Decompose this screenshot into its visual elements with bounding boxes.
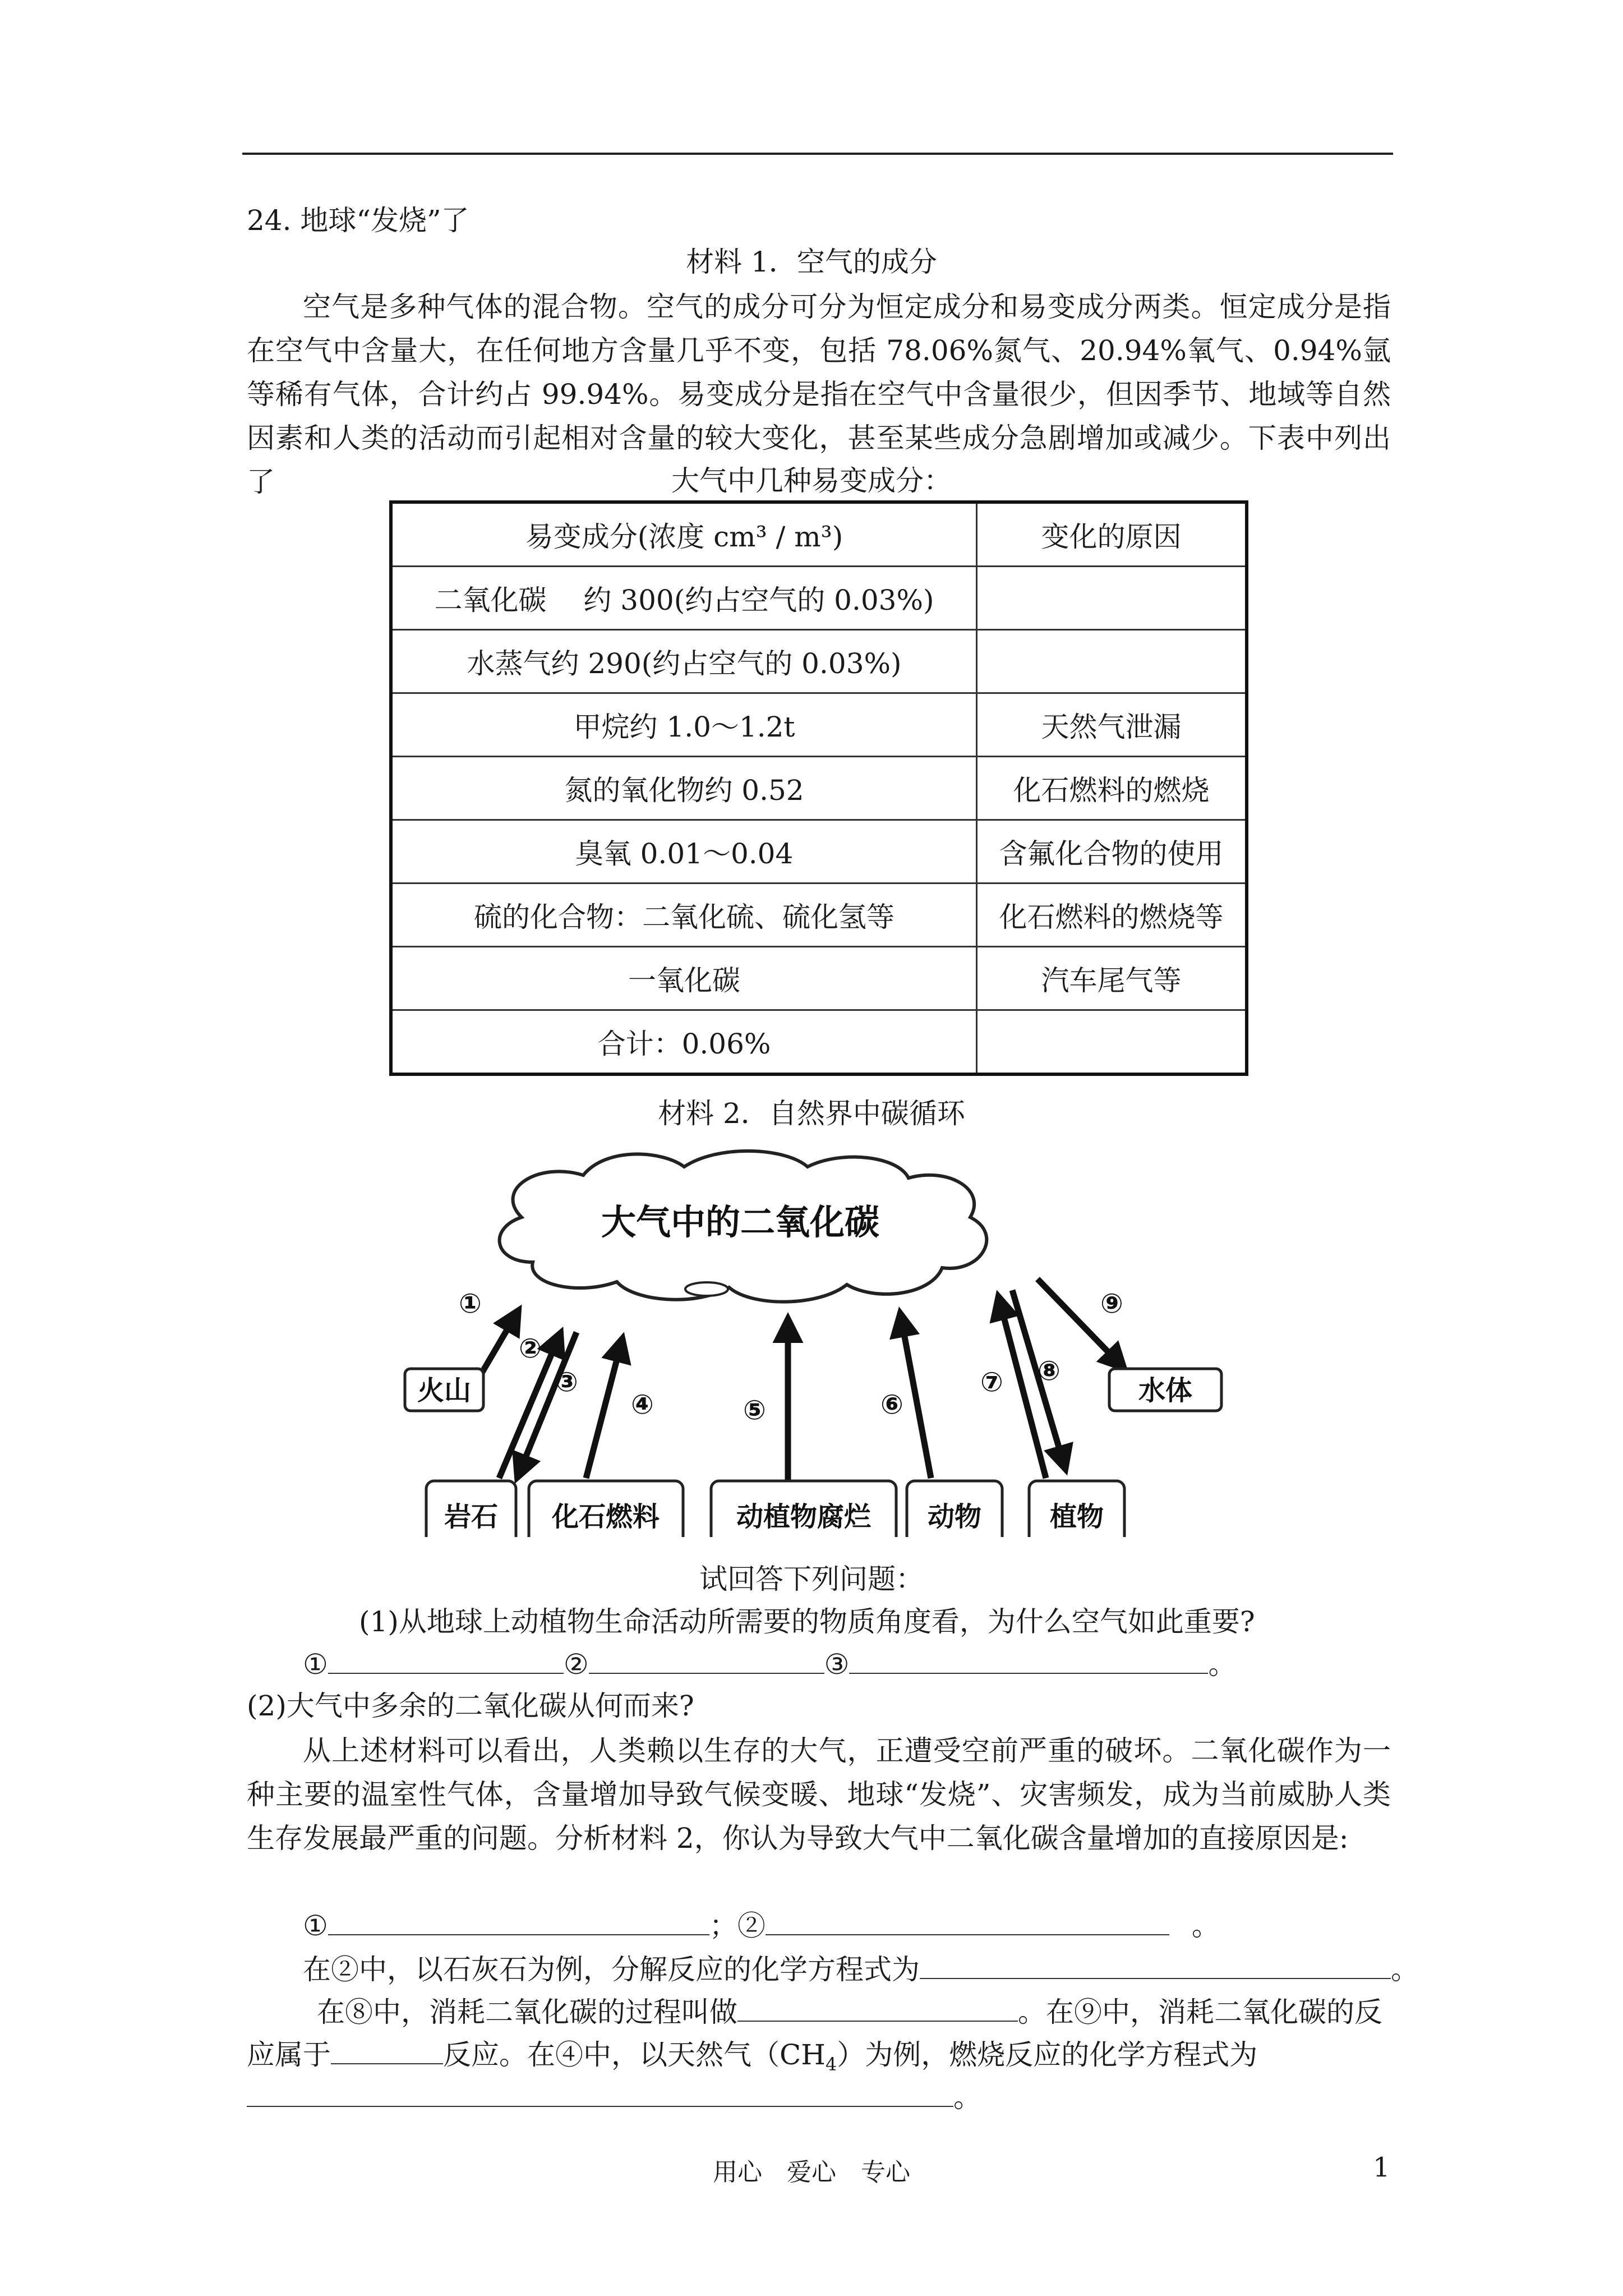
arrow-number-7: ⑦ [980,1366,1003,1398]
table-cell: 化石燃料的燃烧 [977,757,1247,820]
question-title: 24. 地球“发烧”了 [247,204,469,237]
table-cell: 天然气泄漏 [977,693,1247,757]
decay-label: 动植物腐烂 [736,1501,872,1533]
answer-blank-3[interactable] [849,1647,1208,1674]
table-header-cell: 易变成分(浓度 cm³ / m³) [391,502,977,567]
process-text-a: 在⑧中，消耗二氧化碳的过程叫做 [317,1996,737,2028]
limestone-end-mark: 。 [1391,1953,1419,1986]
table-cell: 汽车尾气等 [977,947,1247,1010]
table-row [391,947,1247,1010]
table-row [391,630,1247,693]
reaction-text-b: 反应。在④中，以天然气（CH [443,2039,826,2071]
combustion-equation-blank[interactable] [247,2080,953,2107]
arrow-number-3: ③ [555,1366,578,1398]
limestone-equation-blank[interactable] [920,1952,1391,1979]
reaction-text-c: ）为例，燃烧反应的化学方程式为 [837,2039,1258,2071]
question-2: (2)大气中多余的二氧化碳从何而来? [247,1690,694,1722]
arrow-number-4: ④ [631,1389,654,1420]
arrow-number-6: ⑥ [880,1389,903,1420]
table-row [391,884,1247,947]
answer-mark-2: ② [563,1648,589,1681]
answer-blank-1[interactable] [328,1647,564,1674]
reaction-type-blank[interactable] [331,2037,443,2064]
table-cell: 化石燃料的燃烧等 [977,884,1247,947]
arrow-6 [900,1313,931,1478]
question-1: (1)从地球上动植物生命活动所需要的物质角度看，为什么空气如此重要? [359,1605,1255,1638]
header-rule [242,153,1393,155]
table-cell: 水蒸气约 290(约占空气的 0.03%) [391,630,977,693]
question-2-paragraph: 从上述材料可以看出，人类赖以生存的大气，正遭受空前严重的破坏。二氧化碳作为一种主要的温室性气体，含量增加导致气候变暖、地球“发烧”、灾害频发，成为当前威胁人类生存发展最严重的问题。分析材料 2，你认为导致大气中二氧化碳含量增加的直接原因是: [247,1734,1391,1855]
cloud-label: 大气中的二氧化碳 [601,1202,880,1243]
arrow-number-8: ⑧ [1038,1355,1061,1387]
table-cell: 甲烷约 1.0～1.2t [391,693,977,757]
atmosphere-cloud [500,1151,987,1302]
limestone-question [303,1950,1419,1989]
table-cell: 含氟化合物的使用 [977,820,1247,884]
questions-intro: 试回答下列问题： [699,1563,924,1595]
answer-end-mark: 。 [1208,1648,1237,1681]
answer-mark-1: ① [303,1910,328,1942]
answer-mark-1: ① [303,1648,328,1681]
plant-label: 植物 [1049,1501,1104,1533]
table-row [391,820,1247,884]
water-label: 水体 [1138,1375,1193,1406]
methane-subscript: 4 [825,2054,837,2075]
arrow-number-5: ⑤ [743,1395,766,1426]
process-name-blank[interactable] [737,1995,1018,2022]
process-question [317,1993,1382,2032]
arrow-number-1: ① [459,1288,482,1319]
variable-components-table [389,500,1248,1076]
table-cell: 氮的氧化物约 0.52 [391,757,977,820]
material2-title: 材料 2．自然界中碳循环 [658,1097,965,1130]
table-cell [977,1010,1247,1075]
page-number: 1 [1373,2152,1390,2183]
combustion-equation-line [247,2078,981,2117]
arrow-number-9: ⑨ [1100,1288,1123,1319]
combustion-end-mark: 。 [953,2081,981,2114]
reaction-question [247,2035,1257,2084]
page-footer: 用心 爱心 专心 [713,2158,910,2187]
table-row [391,693,1247,757]
table-cell [977,567,1247,630]
answer-blank-1[interactable] [328,1908,709,1935]
table-cell: 硫的化合物：二氧化硫、硫化氢等 [391,884,977,947]
volcano-label: 火山 [417,1375,472,1406]
animal-label: 动物 [927,1501,982,1533]
arrow-4 [586,1338,623,1478]
answer-blank-2[interactable] [589,1647,824,1674]
material1-title: 材料 1．空气的成分 [686,246,937,278]
answer-mark-2: ；② [709,1910,766,1942]
table-cell: 合计：0.06% [391,1010,977,1075]
process-text-b: 。在⑨中，消耗二氧化碳的反 [1018,1996,1382,2028]
table-cell: 一氧化碳 [391,947,977,1010]
rock-label: 岩石 [444,1501,499,1533]
table-cell [977,630,1247,693]
table-header-cell: 变化的原因 [977,502,1247,567]
limestone-text: 在②中，以石灰石为例，分解反应的化学方程式为 [303,1953,920,1986]
question-2-answers [303,1906,1220,1945]
answer-mark-3: ③ [824,1648,850,1681]
carbon-cycle-diagram [393,1144,1234,1537]
table-row [391,757,1247,820]
table-row [391,567,1247,630]
arrow-number-2: ② [519,1333,542,1364]
answer-end-mark: 。 [1191,1910,1220,1942]
question-1-answers [303,1645,1236,1684]
material1-paragraph: 空气是多种气体的混合物。空气的成分可分为恒定成分和易变成分两类。恒定成分是指在空气中含量大，在任何地方含量几乎不变，包括 78.06%氮气、20.94%氧气、0.94%氩等稀有气体，合计约占 99.94%。易变成分是指在空气中含量很少，但因季节、地域等自然因素和人类的活动而引起相对含量的较大变化，甚至某些成分急剧增加或减少。下表中列出了 [247,291,1391,498]
fossil-fuel-label: 化石燃料 [551,1501,660,1533]
reaction-text-a: 应属于 [247,2039,331,2071]
table-caption: 大气中几种易变成分： [671,464,952,497]
table-cell: 臭氧 0.01～0.04 [391,820,977,884]
table-row [391,1010,1247,1075]
answer-blank-2[interactable] [766,1908,1169,1935]
table-header-row [391,502,1247,567]
table-cell: 二氧化碳 约 300(约占空气的 0.03%) [391,567,977,630]
